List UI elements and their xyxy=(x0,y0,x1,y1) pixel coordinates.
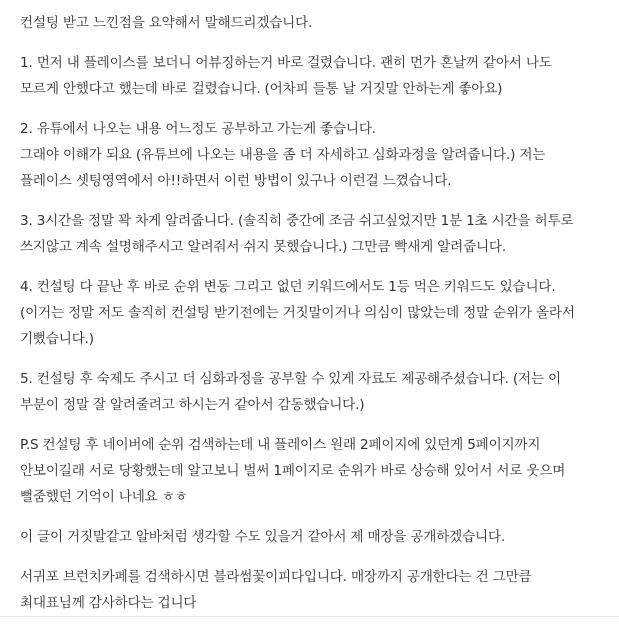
text-line: 뻘줌했던 기억이 나네요 ㅎㅎ xyxy=(20,489,188,505)
text-line: 부분이 정말 잘 알려줄려고 하시는거 같아서 감동했습니다.) xyxy=(20,397,365,413)
paragraph-intro xyxy=(20,10,599,36)
text-line: 컨설팅 받고 느낀점을 요약해서 말해드리겠습니다. xyxy=(20,15,313,31)
paragraph-store-info xyxy=(20,564,599,616)
text-line: 2. 유튜에서 나오는 내용 어느정도 공부하고 가는게 좋습니다. xyxy=(20,121,376,137)
text-line: 기뻤습니다.) xyxy=(20,331,94,347)
paragraph-disclosure xyxy=(20,524,599,550)
text-line: 쓰지않고 계속 설명해주시고 알려줘서 쉬지 못했습니다.) 그만큼 빡새게 알려줍니다. xyxy=(20,239,506,255)
paragraph-point-4 xyxy=(20,274,599,352)
text-line: 3. 3시간을 정말 꽉 차게 알려줍니다. (솔직히 중간에 조금 쉬고싶었지만 1분 1초 시간을 허투로 xyxy=(20,213,574,229)
text-line: 이 글이 거짓말같고 알바처럼 생각할 수도 있을거 같아서 제 매장을 공개하겠습니다. xyxy=(20,529,506,545)
paragraph-ps xyxy=(20,432,599,510)
text-line: P.S 컨설팅 후 네이버에 순위 검색하는데 내 플레이스 원래 2페이지에 있던게 5페이지까지 xyxy=(20,437,541,453)
text-line: (이거는 정말 저도 솔직히 컨설팅 받기전에는 거짓말이거나 의심이 많았는데 정말 순위가 올라서 xyxy=(20,305,575,321)
paragraph-point-5 xyxy=(20,366,599,418)
paragraph-point-3 xyxy=(20,208,599,260)
text-line: 안보이길래 서로 당황했는데 알고보니 벌써 1페이지로 순위가 바로 상승해 있어서 서로 웃으며 xyxy=(20,463,566,479)
text-line: 1. 먼저 내 플레이스를 보더니 어뷰징하는거 바로 걸렸습니다. 괜히 먼가 혼날꺼 같아서 나도 xyxy=(20,55,552,71)
text-line: 4. 컨설팅 다 끝난 후 바로 순위 변동 그리고 없던 키워드에서도 1등 먹은 키워드도 있습니다. xyxy=(20,279,556,295)
text-line: 그래야 이해가 되요 (유튜브에 나오는 내용을 좀 더 자세하고 심화과정을 알려줍니다.) 저는 xyxy=(20,147,546,163)
text-line: 플레이스 셋팅영역에서 아!!하면서 이런 방법이 있구나 이런걸 느꼈습니다. xyxy=(20,173,452,189)
paragraph-point-1 xyxy=(20,50,599,102)
bottom-divider xyxy=(0,616,619,617)
text-line: 모르게 안했다고 했는데 바로 걸렸습니다. (어차피 들통 날 거짓말 안하는게 좋아요) xyxy=(20,81,503,97)
text-line: 최대표님께 감사하다는 겁니다 xyxy=(20,595,197,611)
text-line: 5. 컨설팅 후 숙제도 주시고 더 심화과정을 공부할 수 있게 자료도 제공해주셨습니다. (저는 이 xyxy=(20,371,561,387)
paragraph-point-2 xyxy=(20,116,599,194)
text-line: 서귀포 브런치카페를 검색하시면 블라썸꽃이피다입니다. 매장까지 공개한다는 건 그만큼 xyxy=(20,569,532,585)
